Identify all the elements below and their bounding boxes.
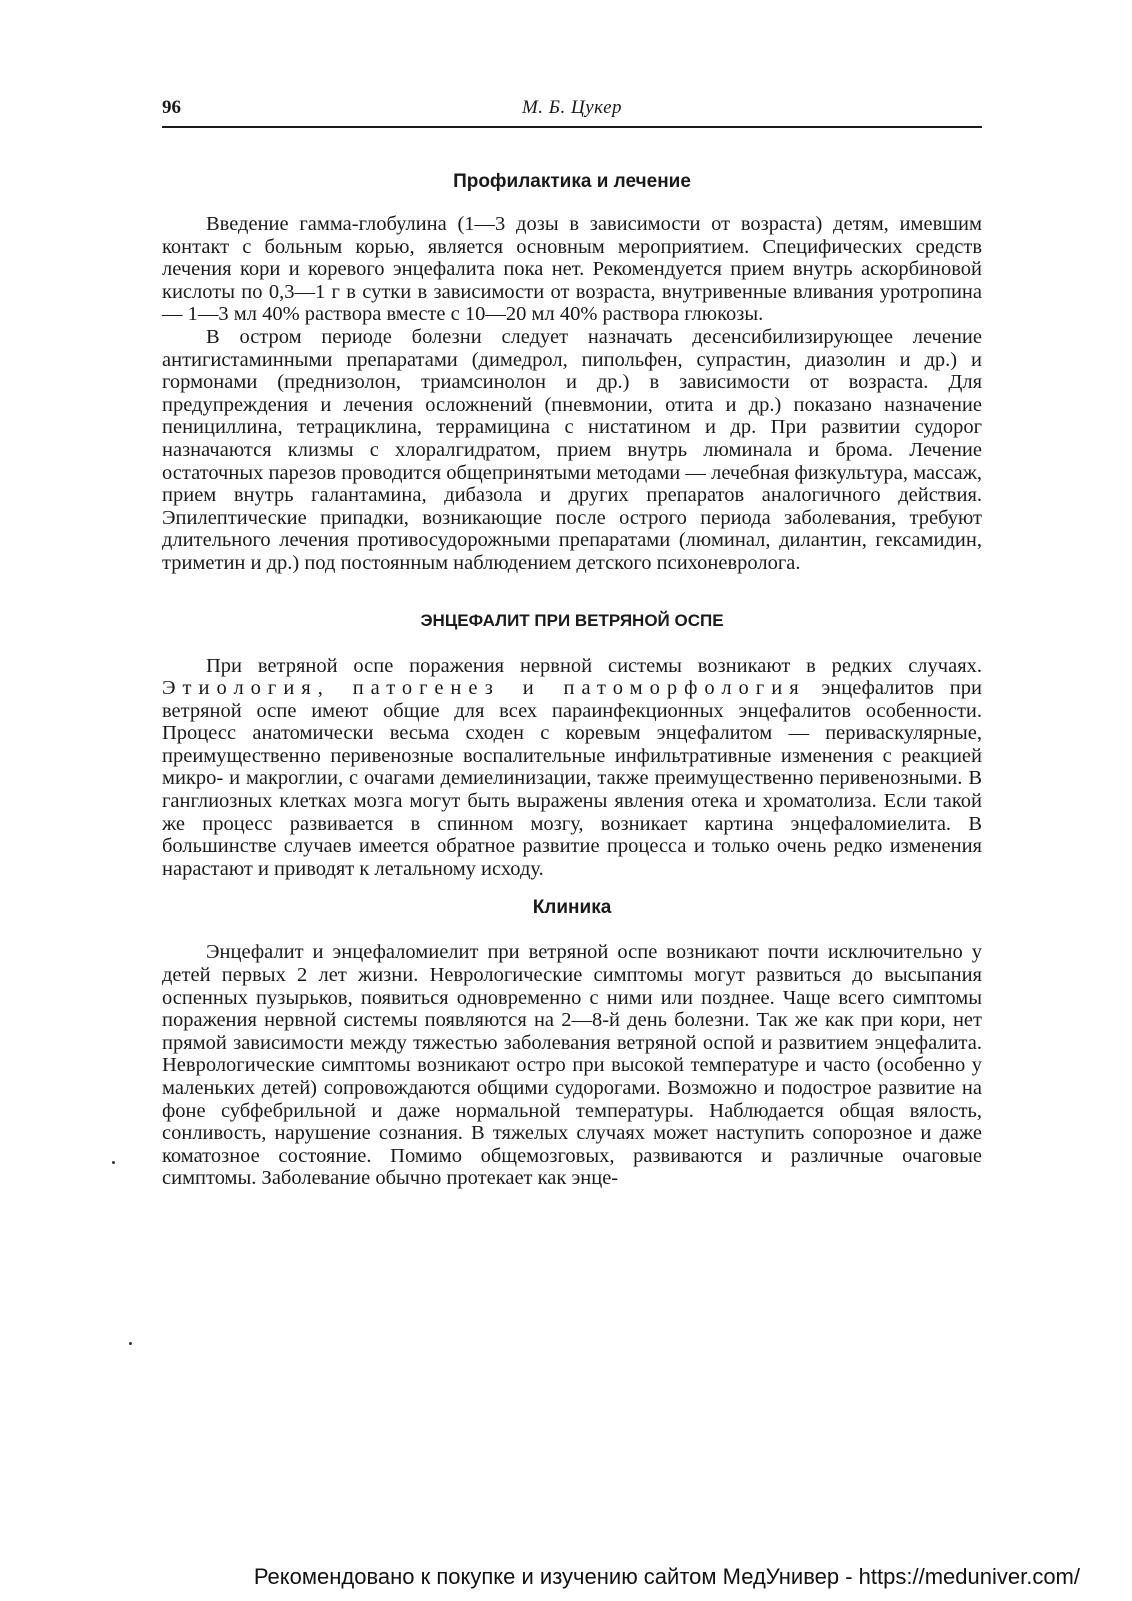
section-title-varicella-encephalitis: ЭНЦЕФАЛИТ ПРИ ВЕТРЯНОЙ ОСПЕ xyxy=(420,610,724,630)
paragraph-varicella-start: При ветряной оспе поражения нервной системы возникают в редких случаях. xyxy=(206,654,982,677)
section-title-clinic: Клиника xyxy=(532,897,612,919)
running-head-author: М. Б. Цукер xyxy=(521,97,623,118)
page-header xyxy=(162,97,982,127)
scan-speck xyxy=(112,1161,115,1164)
paragraph-prevention-1: Введение гамма-глобулина (1—3 дозы в зависимости от возраста) детям, имевшим контакт с больным корью, является основным мероприятием. Специфических средств лечения кори и коревого энцефалита пока нет. Рекомендуется прием внутрь аскорбиновой кислоты по 0,3—1 г в сутки в зависимости от возраста, внутривенные вливания уротропина — 1—3 мл 40% раствора вместе с 10—20 мл 40% раствора глюкозы. xyxy=(162,213,982,326)
section-gap xyxy=(162,575,982,607)
paragraph-clinic-1: Энцефалит и энцефаломиелит при ветряной оспе возникают почти исключительно у детей первых 2 лет жизни. Неврологические симптомы могут развиться до высыпания оспенных пузырьков, появиться одновременно с ними или позднее. Чаще всего симптомы поражения нервной системы появляются на 2—8-й день болезни. Так же как при кори, нет прямой зависимости между тяжестью заболевания ветряной оспой и развитием энцефалита. Неврологические симптомы возникают остро при высокой температуре и часто (особенно у маленьких детей) сопровождаются общими судорогами. Возможно и подострое развитие на фоне субфебрильной и даже нормальной температуры. Наблюдается общая вялость, сонливость, нарушение сознания. В тяжелых случаях может наступить сопорозное и даже коматозное состояние. Помимо общемозговых, развиваются и различные очаговые симптомы. Заболевание обычно протекает как энце- xyxy=(162,941,982,1190)
scan-speck xyxy=(129,1342,132,1345)
paragraph-varicella-1 xyxy=(162,655,982,881)
paragraph-prevention-2: В остром периоде болезни следует назначать десенсибилизирующее лечение антигистаминными препаратами (димедрол, пипольфен, супрастин, диазолин и др.) и гормонами (преднизолон, триамсинолон и др.) в зависимости от возраста. Для предупреждения и лечения осложнений (пневмонии, отита и др.) показано назначение пенициллина, тетрациклина, террамицина с нистатином и др. При развитии судорог назначаются клизмы с хлоралгидратом, прием внутрь люминала и брома. Лечение остаточных парезов проводится общепринятыми методами — лечебная физкультура, массаж, прием внутрь галантамина, дибазола и других препаратов аналогичного действия. Эпилептические припадки, возникающие после острого периода заболевания, требуют длительного лечения противосудорожными препаратами (люминал, дилантин, гексамидин, триметин и др.) под постоянным наблюдением детского психоневролога. xyxy=(162,325,982,574)
page-content xyxy=(162,168,982,1190)
header-rule xyxy=(162,126,982,128)
spaced-emphasis: Этиология, патогенез и патоморфология xyxy=(162,677,806,700)
footer-source-note: Рекомендовано к покупке и изучению сайтом МедУнивер - https://meduniver.com/ xyxy=(253,1564,1080,1589)
paragraph-varicella-end: энцефалитов при ветряной оспе имеют общие для всех параинфекционных энцефалитов особенности. Процесс анатомически весьма сходен с коревым энцефалитом — периваскулярные, преимущественно перивенозные воспалительные инфильтративные изменения с реакцией микро- и макроглии, с очагами демиелинизации, также преимущественно перивенозными. В ганглиозных клетках мозга могут быть выражены явления отека и хроматолиза. Если такой же процесс развивается в спинном мозгу, возникает картина энцефаломиелита. В большинстве случаев имеется обратное развитие процесса и только очень редко изменения нарастают и приводят к летальному исходу. xyxy=(162,677,982,880)
section-title-prevention: Профилактика и лечение xyxy=(453,171,691,192)
page-number: 96 xyxy=(162,97,181,118)
section-gap xyxy=(162,880,982,894)
